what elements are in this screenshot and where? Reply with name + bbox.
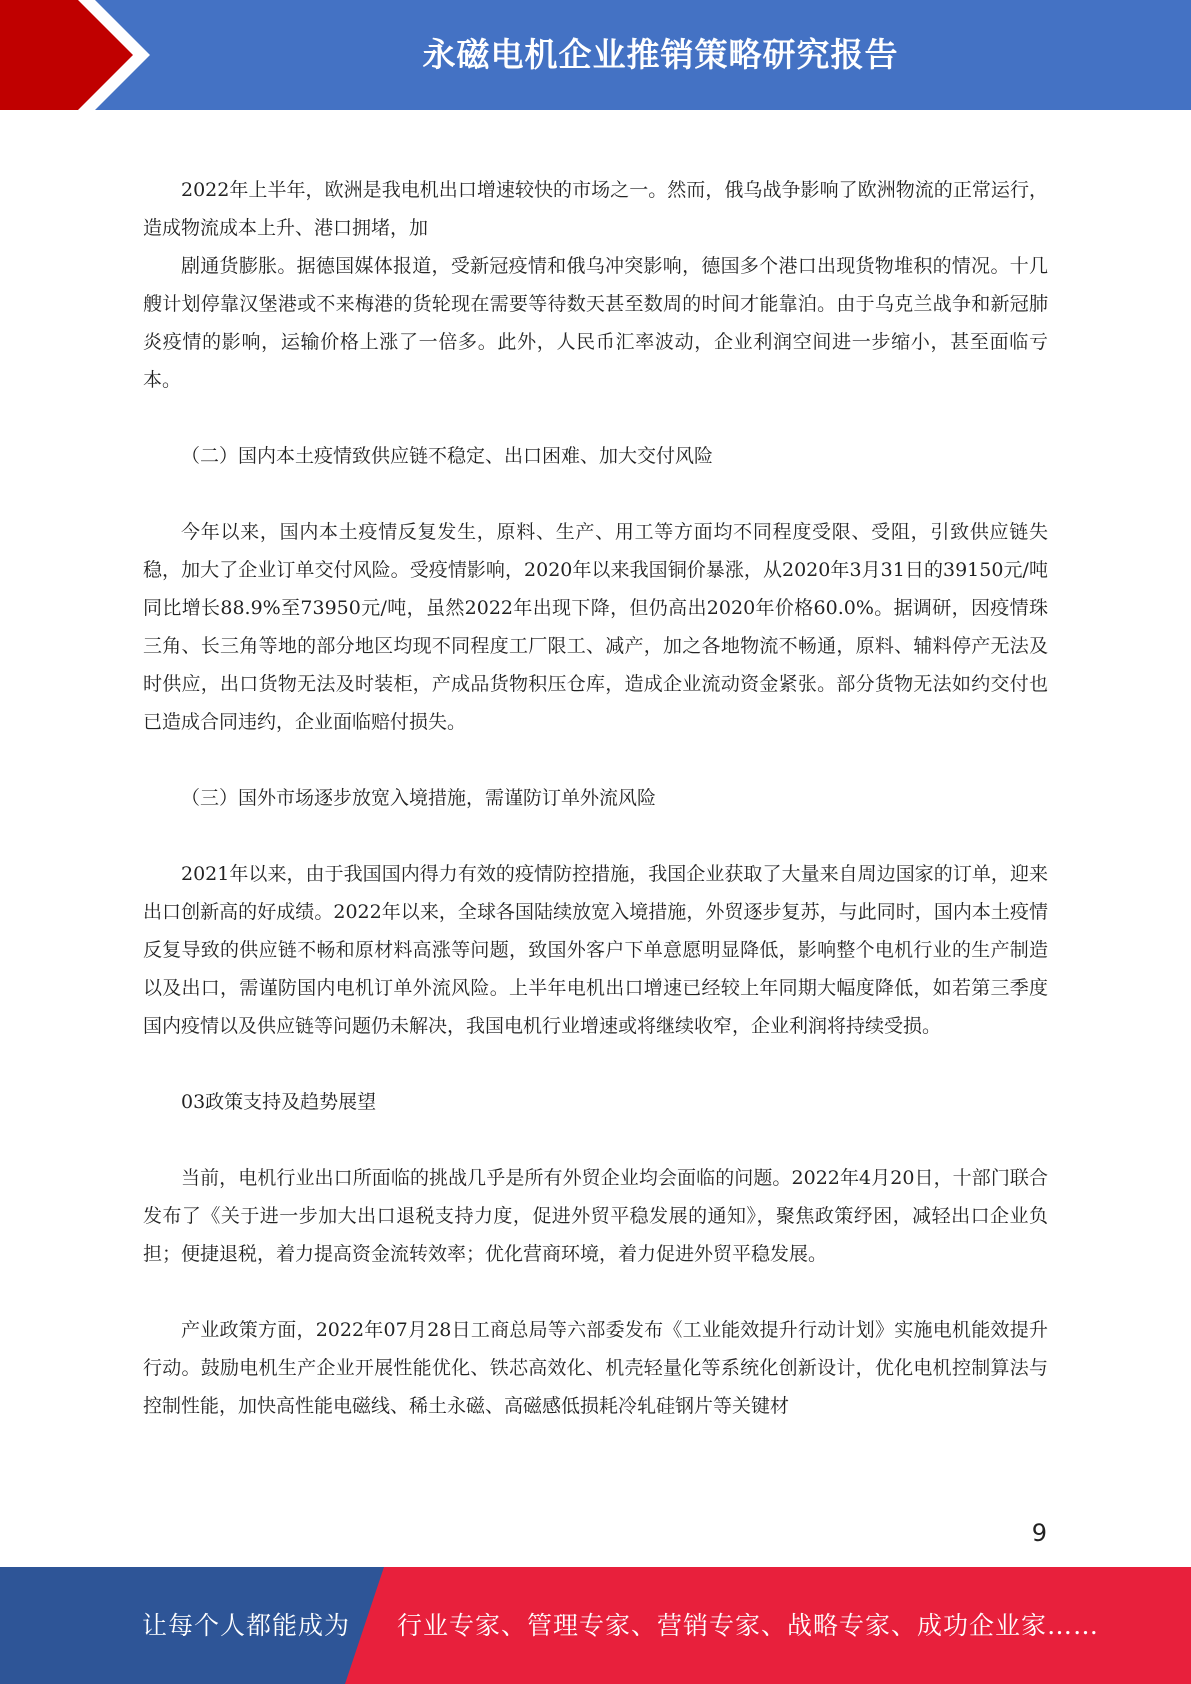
section-heading-policy: 03政策支持及趋势展望 [181, 1091, 377, 1113]
paragraph-export-tax-rebate: 当前，电机行业出口所面临的挑战几乎是所有外贸企业均会面临的问题。2022年4月20日，十部门联合发布了《关于进一步加大出口退税支持力度，促进外贸平稳发展的通知》，聚焦政策纾困，减轻出口企业负担；便捷退税，着力提高资金流转效率；优化营商环境，着力促进外贸平稳发展。 [143, 1167, 1048, 1265]
footer-slogan-right: 行业专家、管理专家、营销专家、战略专家、成功企业家…… [397, 1611, 1100, 1640]
paragraph-supply-chain: 今年以来，国内本土疫情反复发生，原料、生产、用工等方面均不同程度受限、受阻，引致供应链失稳，加大了企业订单交付风险。受疫情影响，2020年以来我国铜价暴涨，从2020年3月31日的39150元/吨同比增长88.9%至73950元/吨，虽然2022年出现下降，但仍高出2020年价格60.0%。据调研，因疫情珠三角、长三角等地的部分地区均现不同程度工厂限工、减产，加之各地物流不畅通，原料、辅料停产无法及时供应，出口货物无法及时装柜，产成品货物积压仓库，造成企业流动资金紧张。部分货物无法如约交付也已造成合同违约，企业面临赔付损失。 [143, 521, 1048, 733]
paragraph-europe-logistics: 2022年上半年，欧洲是我电机出口增速较快的市场之一。然而，俄乌战争影响了欧洲物流的正常运行，造成物流成本上升、港口拥堵，加 [143, 179, 1048, 239]
section-heading-foreign-markets: （三）国外市场逐步放宽入境措施，需谨防订单外流风险 [181, 787, 657, 809]
paragraph-order-outflow: 2021年以来，由于我国国内得力有效的疫情防控措施，我国企业获取了大量来自周边国家的订单，迎来出口创新高的好成绩。2022年以来，全球各国陆续放宽入境措施，外贸逐步复苏，与此同时，国内本土疫情反复导致的供应链不畅和原材料高涨等问题，致国外客户下单意愿明显降低，影响整个电机行业的生产制造以及出口，需谨防国内电机订单外流风险。上半年电机出口增速已经较上年同期大幅度降低，如若第三季度国内疫情以及供应链等问题仍未解决，我国电机行业增速或将继续收窄，企业利润将持续受损。 [143, 863, 1048, 1037]
paragraph-industrial-policy: 产业政策方面，2022年07月28日工商总局等六部委发布《工业能效提升行动计划》实施电机能效提升行动。鼓励电机生产企业开展性能优化、铁芯高效化、机壳轻量化等系统化创新设计，优化电机控制算法与控制性能，加快高性能电磁线、稀土永磁、高磁感低损耗冷轧硅钢片等关键材 [143, 1319, 1048, 1417]
paragraph-inflation: 剧通货膨胀。据德国媒体报道，受新冠疫情和俄乌冲突影响，德国多个港口出现货物堆积的情况。十几艘计划停靠汉堡港或不来梅港的货轮现在需要等待数天甚至数周的时间才能靠泊。由于乌克兰战争和新冠肺炎疫情的影响，运输价格上涨了一倍多。此外，人民币汇率波动，企业利润空间进一步缩小，甚至面临亏本。 [143, 255, 1048, 391]
report-title: 永磁电机企业推销策略研究报告 [422, 35, 899, 74]
footer-slogan-left: 让每个人都能成为 [142, 1611, 351, 1640]
page-header [0, 0, 1191, 110]
page-number: 9 [1031, 1519, 1047, 1547]
page-footer [0, 1567, 1191, 1684]
section-heading-domestic-epidemic: （二）国内本土疫情致供应链不稳定、出口困难、加大交付风险 [181, 445, 714, 467]
page-body [143, 171, 1048, 1425]
